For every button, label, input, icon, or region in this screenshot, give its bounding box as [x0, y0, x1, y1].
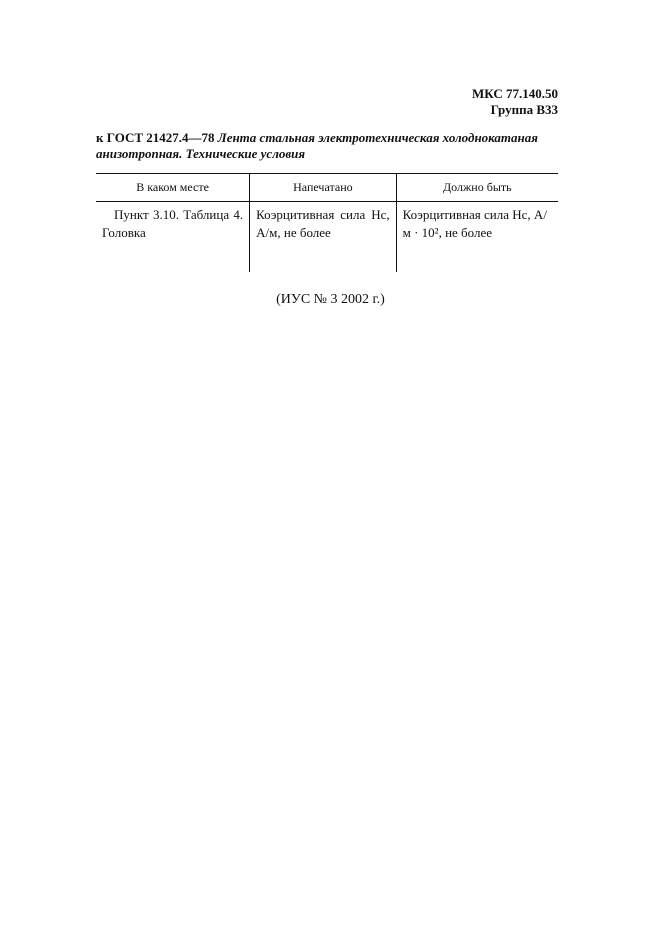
mks-code: МКС 77.140.50 — [471, 86, 558, 101]
cell-place: Пункт 3.10. Таблица 4. Головка — [102, 207, 244, 240]
document-title — [96, 130, 566, 162]
gost-reference: к ГОСТ 21427.4—78 — [96, 130, 215, 145]
standard-name: Лента стальная электротехническая холоднокатаная анизотропная. Технические условия — [96, 130, 538, 161]
group-code: Группа В33 — [490, 102, 558, 117]
table-row — [96, 202, 558, 273]
header-place: В каком месте — [96, 174, 250, 202]
header-correct: Должно быть — [396, 174, 558, 202]
source-note: (ИУС № 3 2002 г.) — [276, 292, 385, 307]
cell-printed: Коэрцитивная сила Hc, А/м, не более — [250, 202, 396, 273]
errata-table — [96, 173, 558, 272]
cell-correct: Коэрцитивная сила Hc, А/м · 10², не более — [396, 202, 558, 273]
header-codes — [472, 86, 558, 118]
header-printed: Напечатано — [250, 174, 396, 202]
table-header-row — [96, 174, 558, 202]
